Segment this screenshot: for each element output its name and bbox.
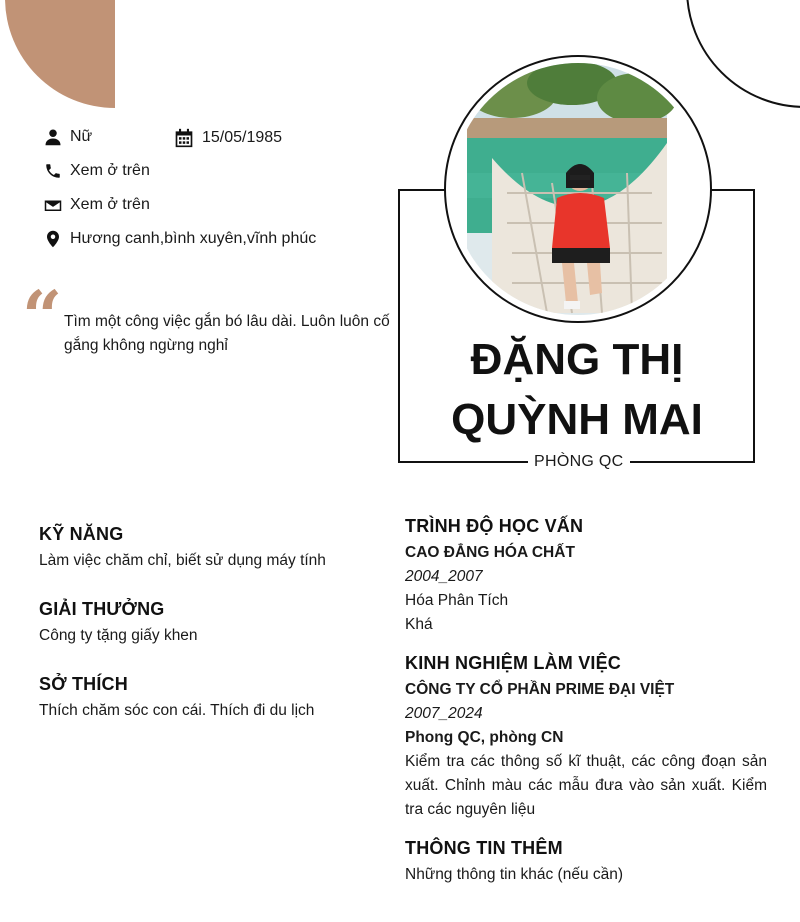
contact-birthday xyxy=(174,128,282,148)
education-section xyxy=(405,516,767,637)
gender-text: Nữ xyxy=(70,128,93,145)
contact-gender xyxy=(44,128,92,146)
education-school: CAO ĐẲNG HÓA CHẤT xyxy=(405,544,575,561)
career-objective: Tìm một công việc gắn bó lâu dài. Luôn luôn cố gắng không ngừng nghỉ xyxy=(64,313,390,354)
hobbies-text: Thích chăm sóc con cái. Thích đi du lịch xyxy=(39,702,315,719)
user-icon xyxy=(44,128,62,146)
full-name xyxy=(402,330,752,450)
avatar xyxy=(452,63,704,315)
additional-section xyxy=(405,838,767,887)
skills-title: KỸ NĂNG xyxy=(39,524,124,544)
phone-icon xyxy=(44,162,62,180)
experience-title: KINH NGHIỆM LÀM VIỆC xyxy=(405,653,622,673)
decor-circle-outline xyxy=(686,0,800,108)
education-period: 2004_2007 xyxy=(405,568,483,585)
department-label: PHÒNG QC xyxy=(528,452,630,472)
address-text: Hương canh,bình xuyên,vĩnh phúc xyxy=(70,230,317,247)
phone-text: Xem ở trên xyxy=(70,162,150,179)
email-text: Xem ở trên xyxy=(70,196,150,213)
calendar-icon xyxy=(174,128,194,148)
skills-text: Làm việc chăm chỉ, biết sử dụng máy tính xyxy=(39,552,326,569)
experience-position: Phong QC, phòng CN xyxy=(405,729,564,746)
education-grade: Khá xyxy=(405,616,433,633)
contact-email xyxy=(44,196,150,214)
name-line-1: ĐẶNG THỊ xyxy=(470,335,684,384)
experience-period: 2007_2024 xyxy=(405,705,483,722)
experience-section xyxy=(405,653,767,822)
location-pin-icon xyxy=(44,230,62,248)
quote-icon: “ xyxy=(22,275,63,358)
experience-description: Kiểm tra các thông số kĩ thuật, các công đoạn sản xuất. Chỉnh màu các mẫu đưa vào sản xuất. Kiểm tra các nguyên liệu xyxy=(405,753,767,818)
decor-quarter-circle xyxy=(5,0,115,108)
contact-phone xyxy=(44,162,150,180)
additional-title: THÔNG TIN THÊM xyxy=(405,838,563,858)
awards-title: GIẢI THƯỞNG xyxy=(39,599,165,619)
awards-text: Công ty tặng giấy khen xyxy=(39,627,198,644)
avatar-photo xyxy=(452,63,704,315)
additional-text: Những thông tin khác (nếu cần) xyxy=(405,866,624,883)
skills-section xyxy=(39,524,379,573)
name-line-2: QUỲNH MAI xyxy=(451,395,703,444)
birthday-text: 15/05/1985 xyxy=(202,129,283,146)
education-major: Hóa Phân Tích xyxy=(405,592,509,609)
awards-section xyxy=(39,599,379,648)
experience-company: CÔNG TY CỔ PHẦN PRIME ĐẠI VIỆT xyxy=(405,681,675,698)
contact-address xyxy=(44,230,316,248)
education-title: TRÌNH ĐỘ HỌC VẤN xyxy=(405,516,584,536)
hobbies-section xyxy=(39,674,379,723)
hobbies-title: SỞ THÍCH xyxy=(39,674,128,694)
mail-icon xyxy=(44,196,62,214)
